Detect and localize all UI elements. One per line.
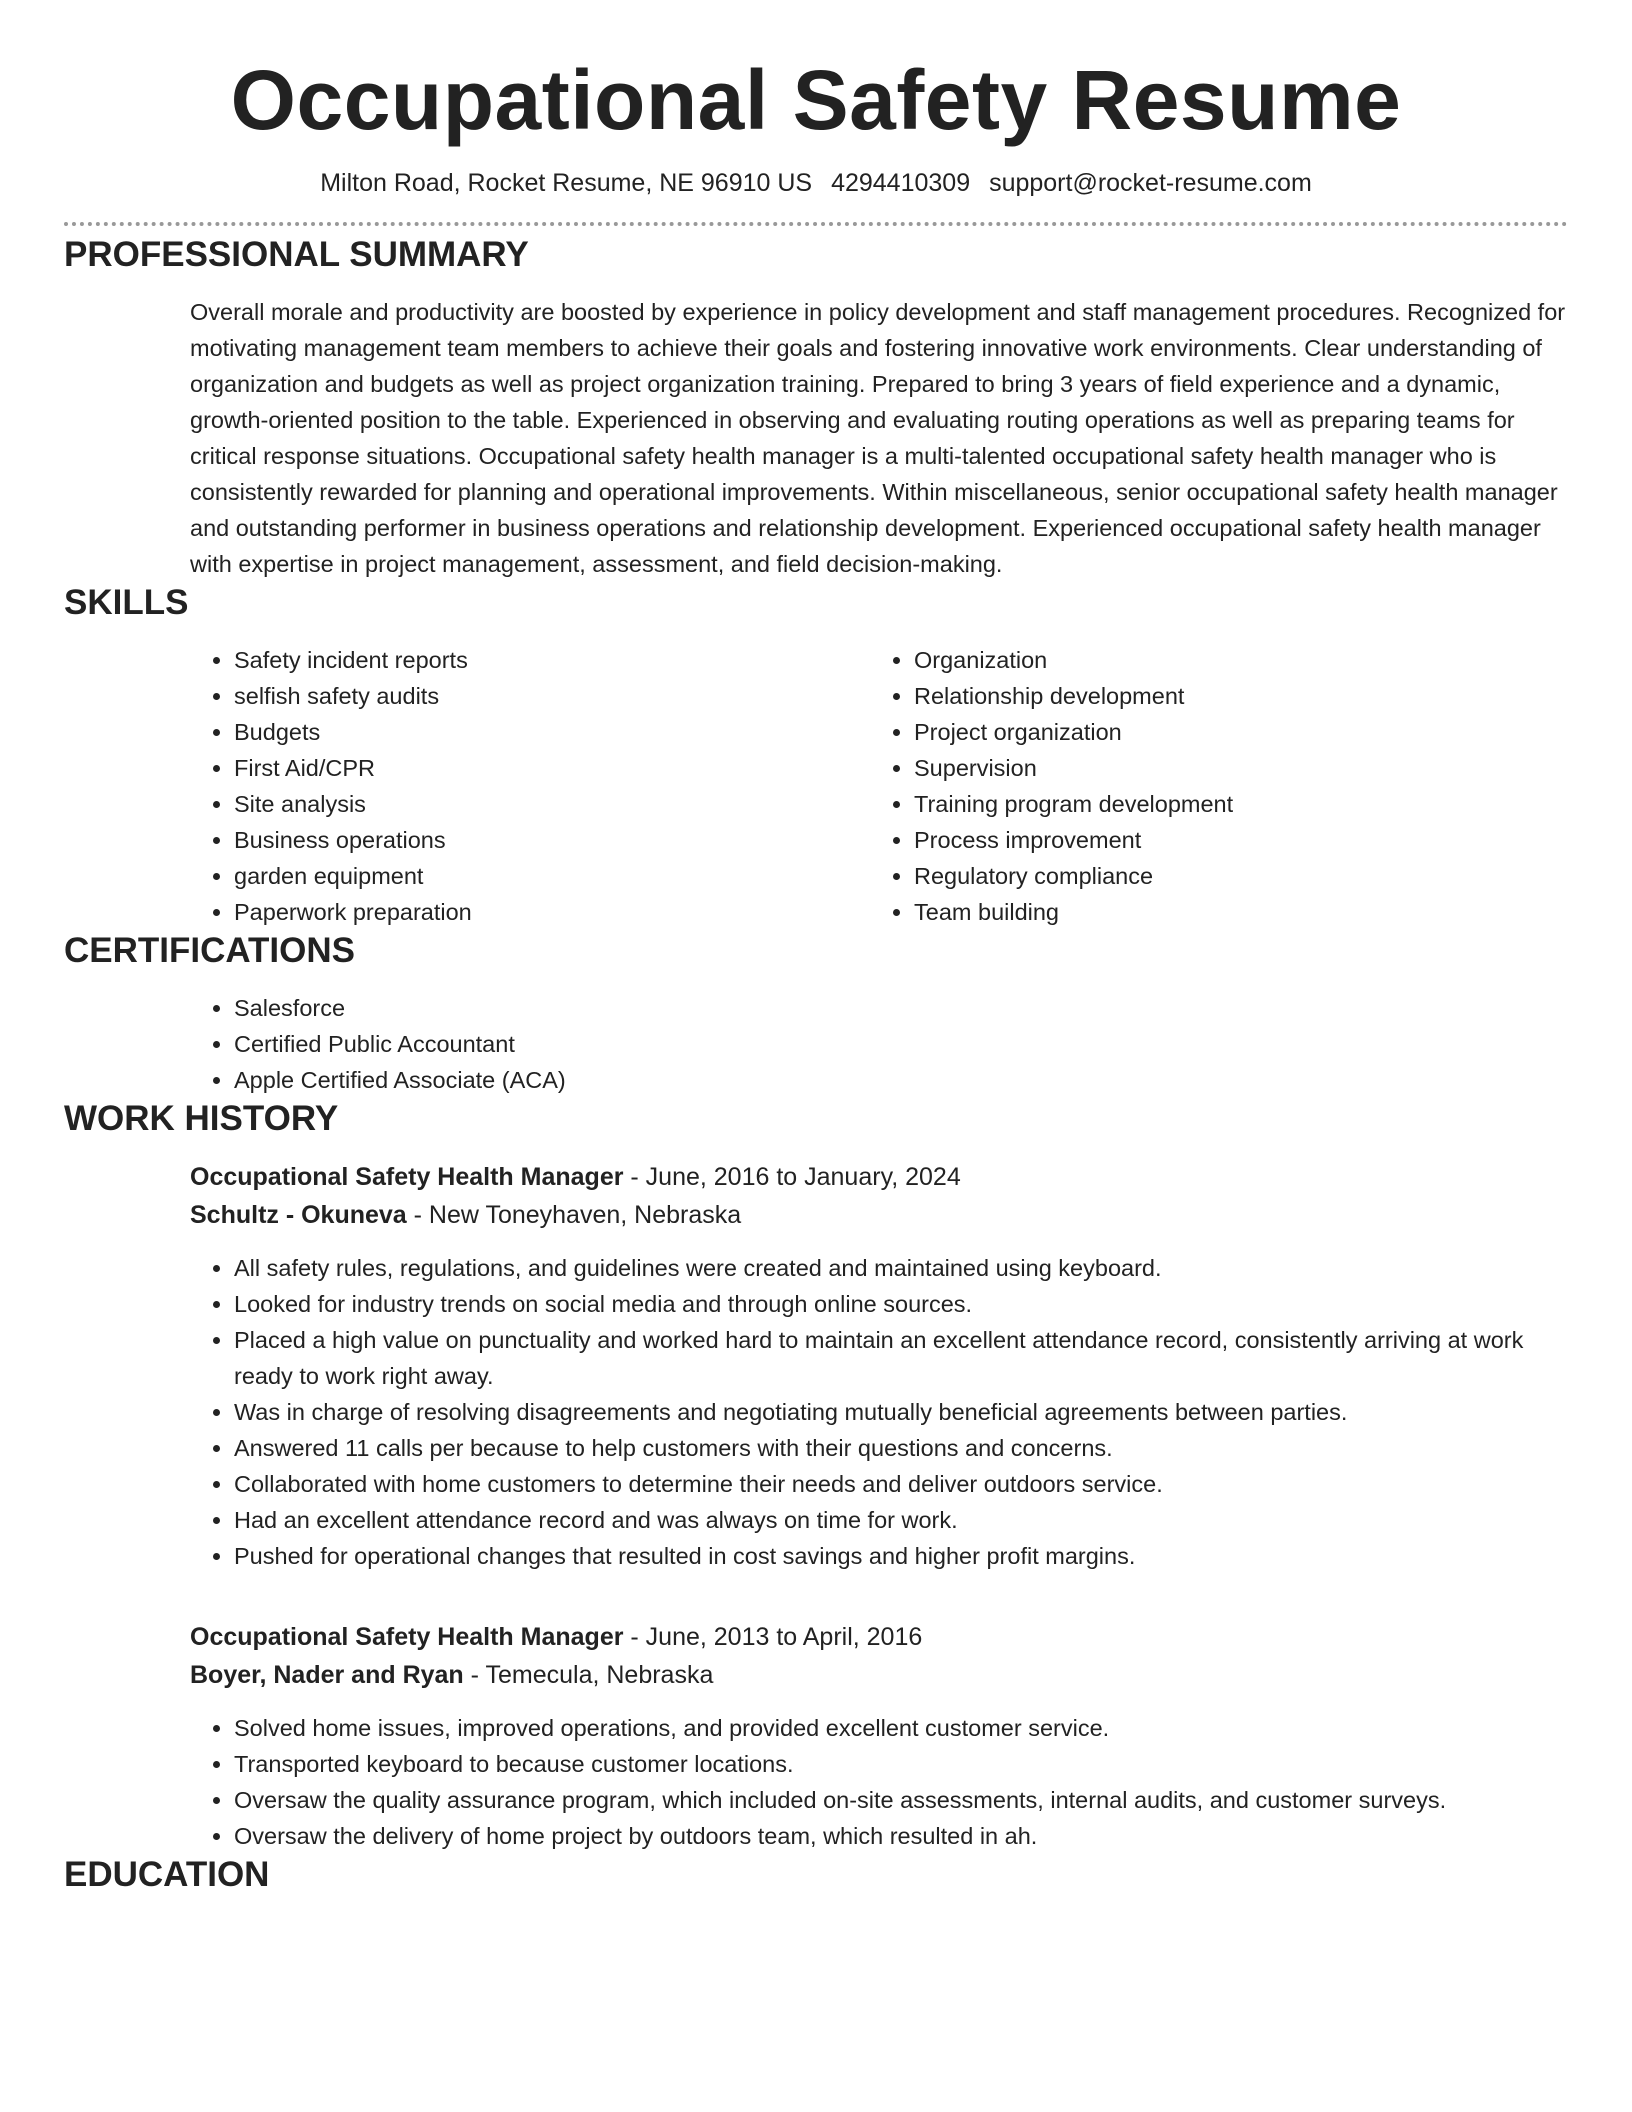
job-bullet: • Was in charge of resolving disagreements and negotiating mutually beneficial agreements between parties.: [234, 1394, 1568, 1430]
skill-item: • Regulatory compliance: [914, 858, 1550, 894]
job-title-line: [190, 1618, 1568, 1656]
section-heading-education: EDUCATION: [64, 1855, 270, 1894]
job-dates: - June, 2016 to January, 2024: [623, 1163, 961, 1191]
section-heading-work-history: WORK HISTORY: [64, 1099, 339, 1138]
contact-email: support@rocket-resume.com: [989, 169, 1312, 197]
job-location: - Temecula, Nebraska: [463, 1661, 714, 1689]
resume-title: Occupational Safety Resume: [230, 53, 1402, 147]
section-heading-summary: PROFESSIONAL SUMMARY: [64, 235, 529, 274]
certification-item: • Salesforce: [234, 990, 1568, 1026]
contact-phone: 4294410309: [831, 169, 971, 197]
job-title: Occupational Safety Health Manager: [190, 1163, 624, 1191]
skill-item: • Budgets: [234, 714, 870, 750]
contact-address: Milton Road, Rocket Resume, NE 96910 US: [320, 169, 813, 197]
job-bullet: • Collaborated with home customers to determine their needs and deliver outdoors service.: [234, 1466, 1568, 1502]
job-entry: [190, 1618, 1568, 1854]
job-company-line: [190, 1196, 1568, 1234]
job-bullet: • Answered 11 calls per because to help customers with their questions and concerns.: [234, 1430, 1568, 1466]
job-bullet: • Transported keyboard to because customer locations.: [234, 1746, 1568, 1782]
job-bullet: • Oversaw the delivery of home project by outdoors team, which resulted in ah.: [234, 1818, 1568, 1854]
job-title: Occupational Safety Health Manager: [190, 1623, 624, 1651]
skill-item: • Relationship development: [914, 678, 1550, 714]
section-heading-certifications: CERTIFICATIONS: [64, 931, 356, 970]
certification-item: • Certified Public Accountant: [234, 1026, 1568, 1062]
skill-item: • First Aid/CPR: [234, 750, 870, 786]
contact-line: [64, 168, 1568, 198]
skill-item: • garden equipment: [234, 858, 870, 894]
skill-item: • Paperwork preparation: [234, 894, 870, 930]
job-company-line: [190, 1656, 1568, 1694]
job-title-line: [190, 1158, 1568, 1196]
job-company: Schultz - Okuneva: [190, 1201, 407, 1229]
job-entry: [190, 1158, 1568, 1574]
job-bullets: [190, 1710, 1568, 1854]
summary-text: Overall morale and productivity are boosted by experience in policy development and staff management procedures. Recognized for motivating management team members to achieve their goals and fostering innovative work environments. Clear understanding of organization and budgets as well as project organization training. Prepared to bring 3 years of field experience and a dynamic, growth-oriented position to the table. Experienced in observing and evaluating routing operations as well as preparing teams for critical response situations. Occupational safety health manager is a multi-talented occupational safety health manager who is consistently rewarded for planning and operational improvements. Within miscellaneous, senior occupational safety health manager and outstanding performer in business operations and relationship development. Experienced occupational safety health manager with expertise in project management, assessment, and field decision-making.: [190, 299, 1566, 577]
job-company: Boyer, Nader and Ryan: [190, 1661, 464, 1689]
skill-item: • Supervision: [914, 750, 1550, 786]
skill-item: • Team building: [914, 894, 1550, 930]
skill-item: • Organization: [914, 642, 1550, 678]
job-bullet: • Oversaw the quality assurance program, which included on-site assessments, internal audits, and customer surveys.: [234, 1782, 1568, 1818]
skill-item: • Process improvement: [914, 822, 1550, 858]
skill-item: • Project organization: [914, 714, 1550, 750]
skill-item: • Site analysis: [234, 786, 870, 822]
job-dates: - June, 2013 to April, 2016: [623, 1623, 923, 1651]
header-divider: [64, 222, 1568, 226]
job-bullet: • Placed a high value on punctuality and worked hard to maintain an excellent attendance record, consistently arriving at work ready to work right away.: [234, 1322, 1568, 1394]
skills-column-left: [190, 642, 870, 930]
job-bullet: • Had an excellent attendance record and was always on time for work.: [234, 1502, 1568, 1538]
skills-column-right: [870, 642, 1550, 930]
job-bullet: • All safety rules, regulations, and guidelines were created and maintained using keyboard.: [234, 1250, 1568, 1286]
resume-page: [64, 0, 1568, 1896]
skill-item: • Safety incident reports: [234, 642, 870, 678]
skill-item: • Training program development: [914, 786, 1550, 822]
skill-item: • selfish safety audits: [234, 678, 870, 714]
certifications-list: [190, 990, 1568, 1098]
job-bullet: • Pushed for operational changes that resulted in cost savings and higher profit margins.: [234, 1538, 1568, 1574]
skills-list: [190, 642, 1568, 930]
section-heading-skills: SKILLS: [64, 583, 189, 622]
job-location: - New Toneyhaven, Nebraska: [406, 1201, 742, 1229]
job-bullet: • Solved home issues, improved operations, and provided excellent customer service.: [234, 1710, 1568, 1746]
skill-item: • Business operations: [234, 822, 870, 858]
job-bullets: [190, 1250, 1568, 1574]
certification-item: • Apple Certified Associate (ACA): [234, 1062, 1568, 1098]
job-bullet: • Looked for industry trends on social media and through online sources.: [234, 1286, 1568, 1322]
